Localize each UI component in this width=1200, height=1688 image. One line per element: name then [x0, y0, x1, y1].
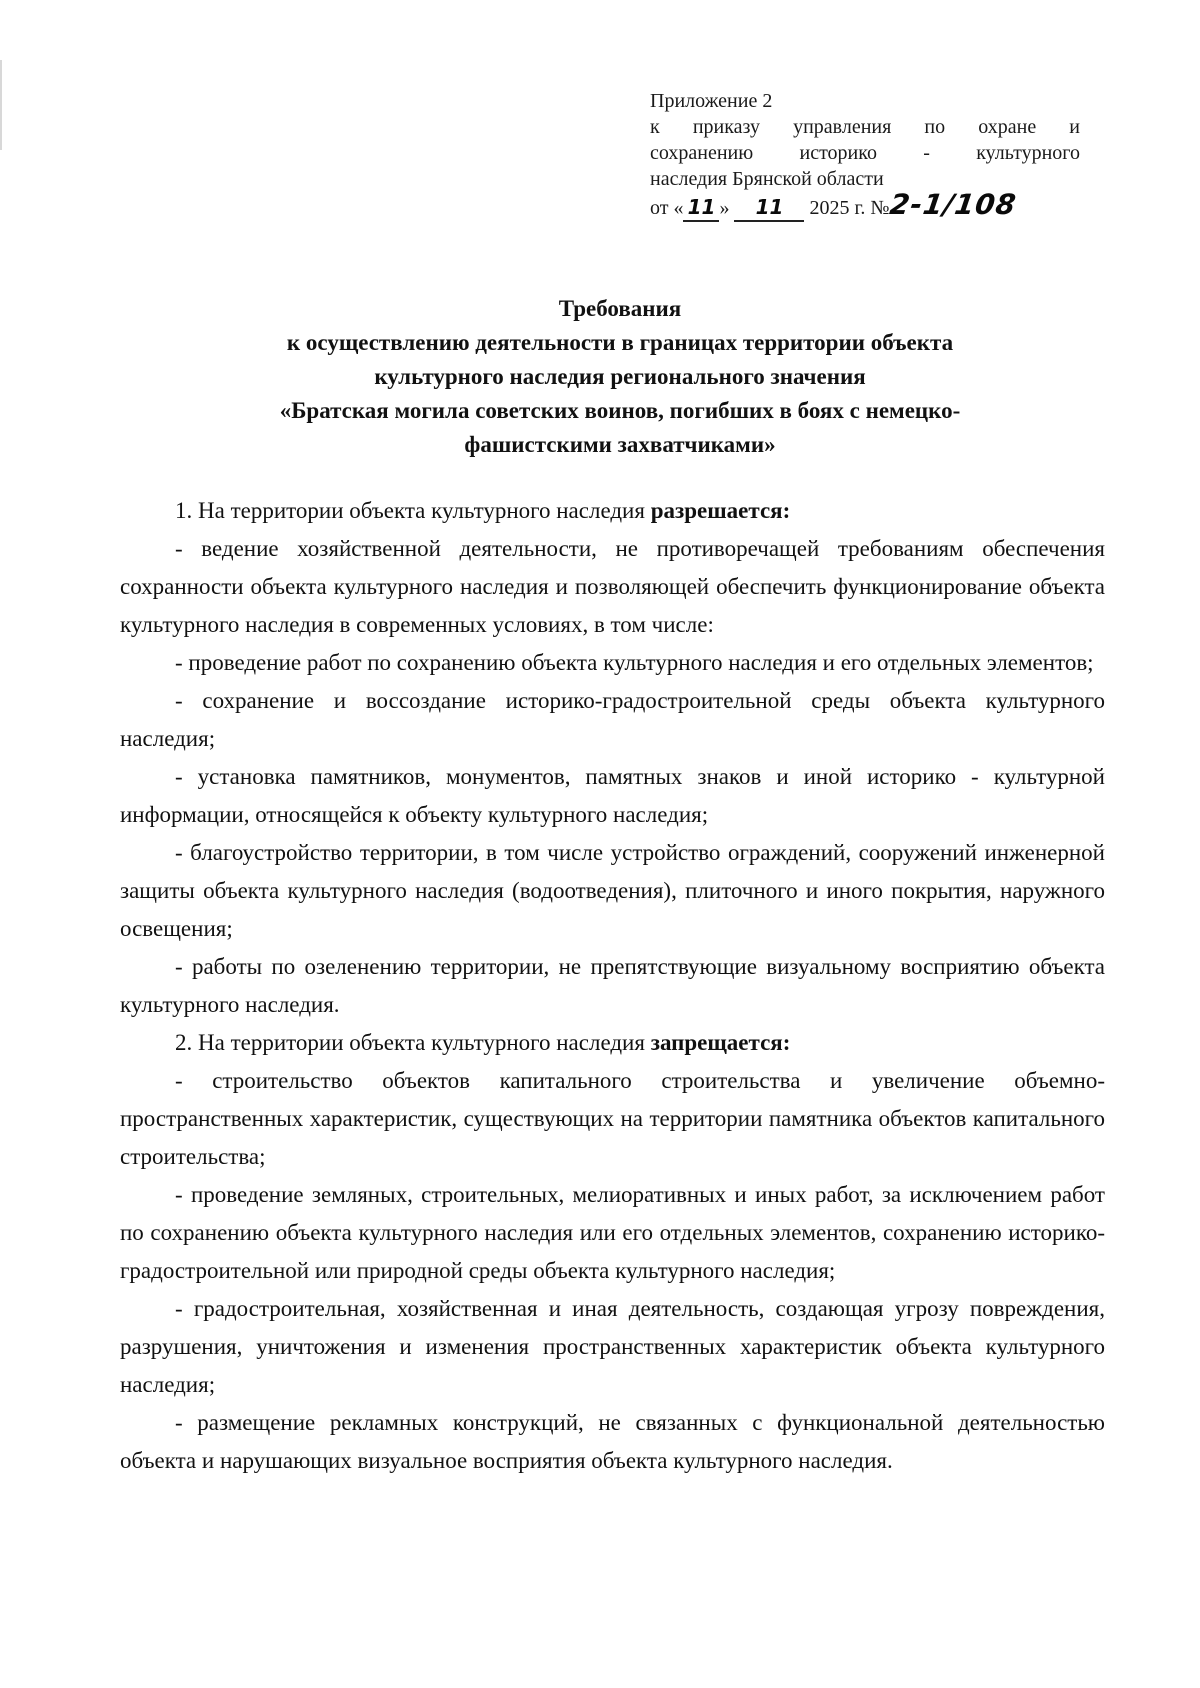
list-item: - ведение хозяйственной деятельности, не противоречащей требованиям обеспечения сохранности объекта культурного наследия и позволяющей обеспечить функционирование объекта культурного наследия в современных условиях, в том числе: [120, 536, 1105, 637]
order-year: 2025 г. № [804, 197, 890, 219]
section-2-keyword: запрещается: [650, 1030, 791, 1055]
appendix-line-2: к приказу управления по охране и [650, 116, 1080, 138]
title-line-2: к осуществлению деятельности в границах территории объекта [286, 330, 954, 355]
list-item: - размещение рекламных конструкций, не связанных с функциональной деятельностью объекта и нарушающих визуальное восприятия объекта культурного наследия. [120, 1410, 1105, 1473]
list-item: - работы по озеленению территории, не препятствующие визуальному восприятию объекта культурного наследия. [120, 954, 1105, 1017]
document-title [150, 292, 1090, 462]
order-mid: » [719, 197, 735, 219]
list-item: - сохранение и воссоздание историко-градостроительной среды объекта культурного наследия; [120, 688, 1105, 751]
scan-edge-mark [0, 60, 2, 150]
list-item: - проведение земляных, строительных, мелиоративных и иных работ, за исключением работ по сохранению объекта культурного наследия или его отдельных элементов, сохранению историко-градостроительной или природной среды объекта культурного наследия; [120, 1182, 1105, 1283]
title-line-1: Требования [558, 296, 682, 321]
section-1-heading [120, 492, 1105, 530]
appendix-line-3: сохранению историко - культурного [650, 142, 1080, 164]
section-1-keyword: разрешается: [650, 498, 791, 523]
list-item: - строительство объектов капитального строительства и увеличение объемно-пространственных характеристик, существующих на территории памятника объектов капитального строительства; [120, 1068, 1105, 1169]
document-body [120, 492, 1105, 1480]
section-2-heading [120, 1024, 1105, 1062]
section-1-intro: 1. На территории объекта культурного наследия [175, 498, 651, 523]
title-line-5: фашистскими захватчиками» [464, 432, 776, 457]
order-number-handwritten: 2-1/108 [887, 188, 1019, 221]
order-prefix: от « [650, 197, 684, 219]
list-item: - градостроительная, хозяйственная и иная деятельность, создающая угрозу повреждения, разрушения, уничтожения и изменения пространственных характеристик объекта культурного наследия; [120, 1296, 1105, 1397]
order-month-handwritten: 11 [734, 194, 804, 222]
appendix-header [650, 88, 1080, 222]
order-day-handwritten: 11 [683, 194, 719, 222]
list-item: - установка памятников, монументов, памятных знаков и иной историко - культурной информации, относящейся к объекту культурного наследия; [120, 764, 1105, 827]
appendix-title: Приложение 2 [650, 90, 773, 112]
title-line-4: «Братская могила советских воинов, погибших в боях с немецко- [279, 398, 961, 423]
order-date-number [650, 188, 1080, 222]
list-item: - благоустройство территории, в том числе устройство ограждений, сооружений инженерной защиты объекта культурного наследия (водоотведения), плиточного и иного покрытия, наружного освещения; [120, 840, 1105, 941]
section-2-intro: 2. На территории объекта культурного наследия [175, 1030, 651, 1055]
appendix-line-4: наследия Брянской области [650, 168, 884, 190]
list-item: - проведение работ по сохранению объекта культурного наследия и его отдельных элементов; [175, 650, 1094, 675]
title-line-3: культурного наследия регионального значения [374, 364, 866, 389]
